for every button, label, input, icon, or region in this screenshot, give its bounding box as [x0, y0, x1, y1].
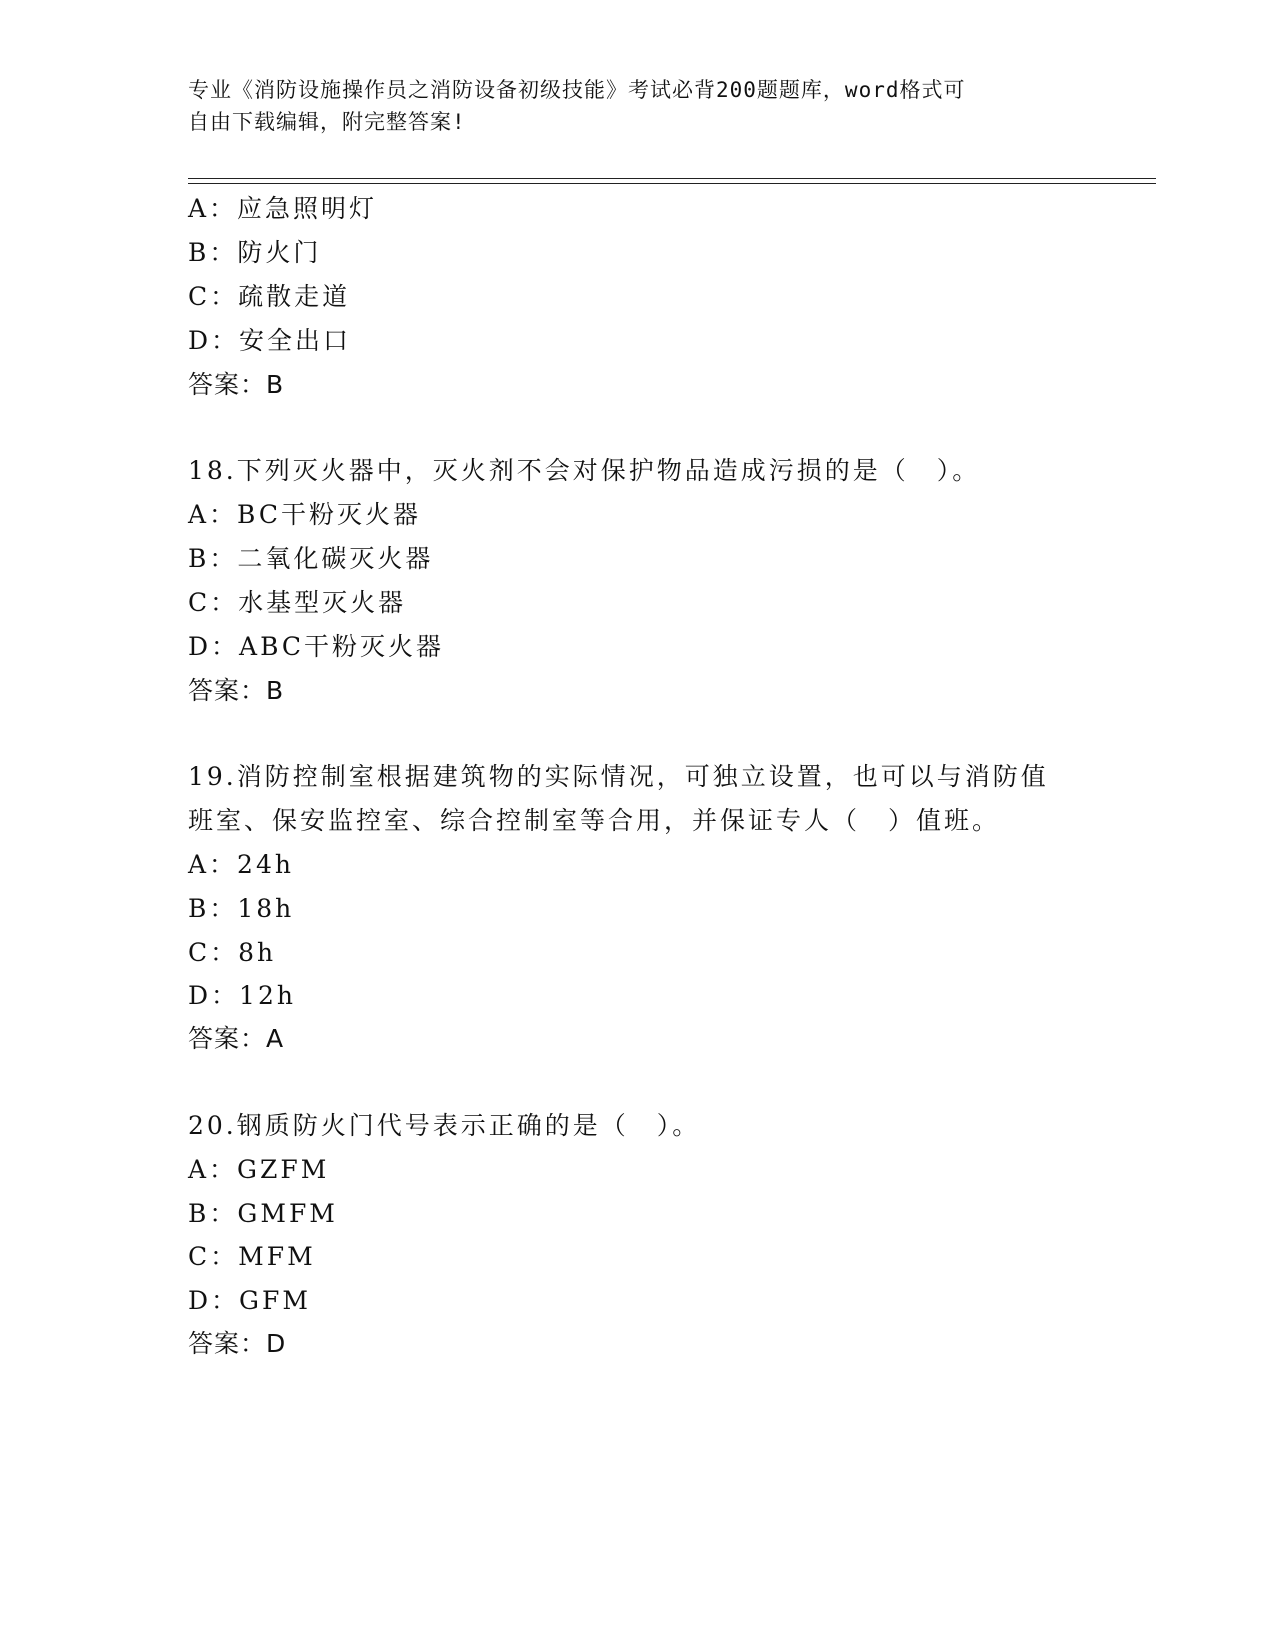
- option-b: B：GMFM: [188, 1199, 338, 1228]
- option-a: A：应急照明灯: [188, 194, 378, 223]
- option-b: B：二氧化碳灭火器: [188, 544, 434, 573]
- option-b: B：防火门: [188, 238, 322, 267]
- option-b: B：18h: [188, 894, 295, 923]
- question-text: 18.下列灭火器中，灭火剂不会对保护物品造成污损的是（ ）。: [188, 456, 981, 485]
- option-c: C：8h: [188, 938, 277, 967]
- answer: 答案：A: [188, 1024, 285, 1053]
- question-text: 20.钢质防火门代号表示正确的是（ ）。: [188, 1111, 701, 1140]
- option-c: C：水基型灭火器: [188, 588, 407, 617]
- option-c: C：MFM: [188, 1242, 316, 1271]
- answer: 答案：D: [188, 1329, 287, 1358]
- question-text-line-2: 班室、保安监控室、综合控制室等合用，并保证专人（ ）值班。: [188, 806, 1001, 835]
- header-divider-bottom: [188, 183, 1156, 184]
- option-d: D：12h: [188, 981, 296, 1010]
- option-d: D：GFM: [188, 1286, 311, 1315]
- answer: 答案：B: [188, 370, 285, 399]
- option-a: A：BC干粉灭火器: [188, 500, 422, 529]
- option-d: D：ABC干粉灭火器: [188, 632, 445, 661]
- document-header: [188, 74, 1068, 138]
- header-line-2: 自由下载编辑，附完整答案!: [188, 110, 466, 134]
- header-line-1: 专业《消防设施操作员之消防设备初级技能》考试必背200题题库，word格式可: [188, 78, 966, 102]
- option-c: C：疏散走道: [188, 282, 351, 311]
- option-a: A：24h: [188, 850, 294, 879]
- header-divider-top: [188, 178, 1156, 179]
- option-a: A：GZFM: [188, 1155, 330, 1184]
- question-text-line-1: 19.消防控制室根据建筑物的实际情况，可独立设置，也可以与消防值: [188, 762, 1049, 791]
- option-d: D：安全出口: [188, 326, 352, 355]
- answer: 答案：B: [188, 676, 285, 705]
